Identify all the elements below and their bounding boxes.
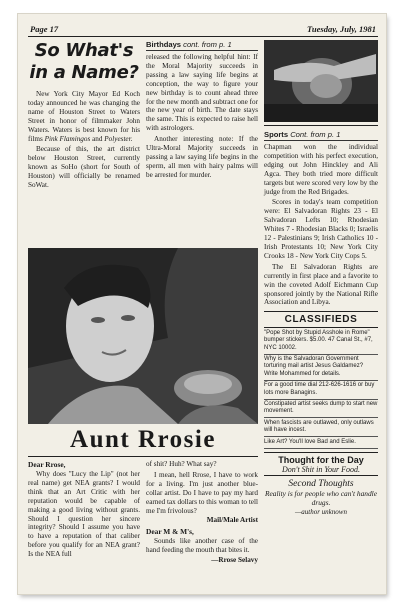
man-aiming-photo [264, 40, 378, 122]
name-story [28, 40, 140, 190]
quote-author: —author unknown [295, 507, 347, 516]
sports-photo [264, 40, 378, 122]
second-thoughts-quote: Reality is for people who can't handle drugs. [264, 488, 377, 507]
right-column [264, 40, 378, 516]
page-header [28, 22, 378, 37]
aunt-rrosie-letter [28, 460, 140, 559]
classified-ad: Like Art? You'll love Bad and Eslie. [264, 437, 378, 448]
classified-ad: When fascists are outlawed, only outlaws will have incest. [264, 418, 378, 437]
classified-ad: Why is the Salvadoran Government torturing mail artist Jesus Galdamez? Write Mohammed for details. [264, 355, 378, 381]
reply-salutation: Dear M & M's, [146, 527, 194, 537]
letter-signoff: Mail/Male Artist [206, 516, 258, 525]
aunt-rrosie-letter-continued [146, 460, 258, 564]
letter-body-reply: I mean, hell Rrose, I have to work for a living. I'm just another blue-collar artist. Do I have to pay my hard earned tax dollars to this woman to tell me I'm frivolous? [146, 470, 258, 515]
reply-signoff: —Rrose Selavy [211, 556, 258, 565]
page-date: Tuesday, July, 1981 [307, 24, 376, 34]
classified-ads [264, 328, 378, 448]
name-story-para-2: Because of this, the art district below Houston Street, currently known as SoHo (short for South of Houston) will officially be renamed SoWat. [28, 145, 140, 190]
aunt-rrosie-photo [28, 248, 258, 424]
birthdays-para-2: Another interesting note: If the Ultra-Moral Majority succeeds in passing a law saying life begins in the sperm, all men with hairy palms will be arrested for murder. [146, 135, 258, 179]
sports-para-2: Scores in today's team competition were: El Salvadoran Rights 23 - El Salvadoran Lefts 10; Rhodesian Whites 7 - Rhodesian Blacks 0; Israelis 12 - Palestinians 9; Irish Catholics 10 - Irish Protestants 10; New York City Crooks 18 - New York City Cops 5. [264, 198, 378, 260]
classified-ad: Constipated artist seeks dump to start new movement. [264, 400, 378, 419]
woman-portrait-photo [28, 248, 258, 424]
aunt-rrosie-title: Aunt Rrosie [28, 426, 258, 457]
name-story-para-1: New York City Mayor Ed Koch today announced he was changing the name of Houston Street to Waters Street in honor of filmmaker John Waters. Waters is best known for his films Pink Flamingos and Polyester. [28, 90, 140, 143]
thought-title: Thought for the Day [264, 452, 378, 465]
classifieds-title: CLASSIFIEDS [264, 311, 378, 328]
classified-ad: "Pope Shot by Stupid Asshole in Rome" bumper stickers. $5.00. 47 Canal St., #7, NYC 10002. [264, 328, 378, 354]
newspaper-clipping [18, 14, 386, 594]
thought-subtitle: Don't Shit in Your Food. [264, 465, 378, 476]
page-number: Page 17 [30, 24, 59, 34]
name-story-headline: So What's in a Name? [29, 40, 139, 83]
newspaper-page [28, 22, 378, 582]
sports-para-1: Chapman won the individual competition with his perfect execution, edging out John Hinckley and Ali Agca. They both tried more difficult targets but were scored very low by the judge from the Red Brigades. [264, 143, 378, 196]
letter-body: Why does "Lucy the Lip" (not her real name) get NEA grants? I would think that an Art Critic with her reputation would be capable of making a good living without grants. Should I question her sincere integrity? Should I assume you have to have a reputation of that caliber before you qualify for an NEA grant? Is the NEA full [28, 470, 140, 559]
letter-body-cont: of shit? Huh? What say? [146, 460, 217, 468]
sports-para-3: The El Salvadoran Rights are currently in first place and a favorite to win the coveted Adolf Eichmann Cup sponsored jointly by the National Rifle Association and Libya. [264, 262, 378, 307]
reply-body: Sounds like another case of the hand feeding the mouth that bites it. [146, 537, 258, 555]
sports-kicker: Sports Cont. from p. 1 [264, 130, 378, 141]
classified-ad: For a good time dial 212-626-1616 or buy lots more Banagins. [264, 381, 378, 400]
birthdays-para-1: released the following helpful hint: If the Moral Majority succeeds in passing a law saying life begins at conception, the way to figure your new birthday is to count ahead three for the new month and subtract one for the new year of birth. The date stays the same. This is expected to raise hell with astrologers. [146, 53, 258, 133]
birthdays-story [146, 40, 258, 180]
second-thoughts-heading: Second Thoughts [288, 478, 354, 489]
salutation: Dear Rrose, [28, 460, 66, 469]
birthdays-kicker: Birthdays cont. from p. 1 [146, 40, 258, 51]
